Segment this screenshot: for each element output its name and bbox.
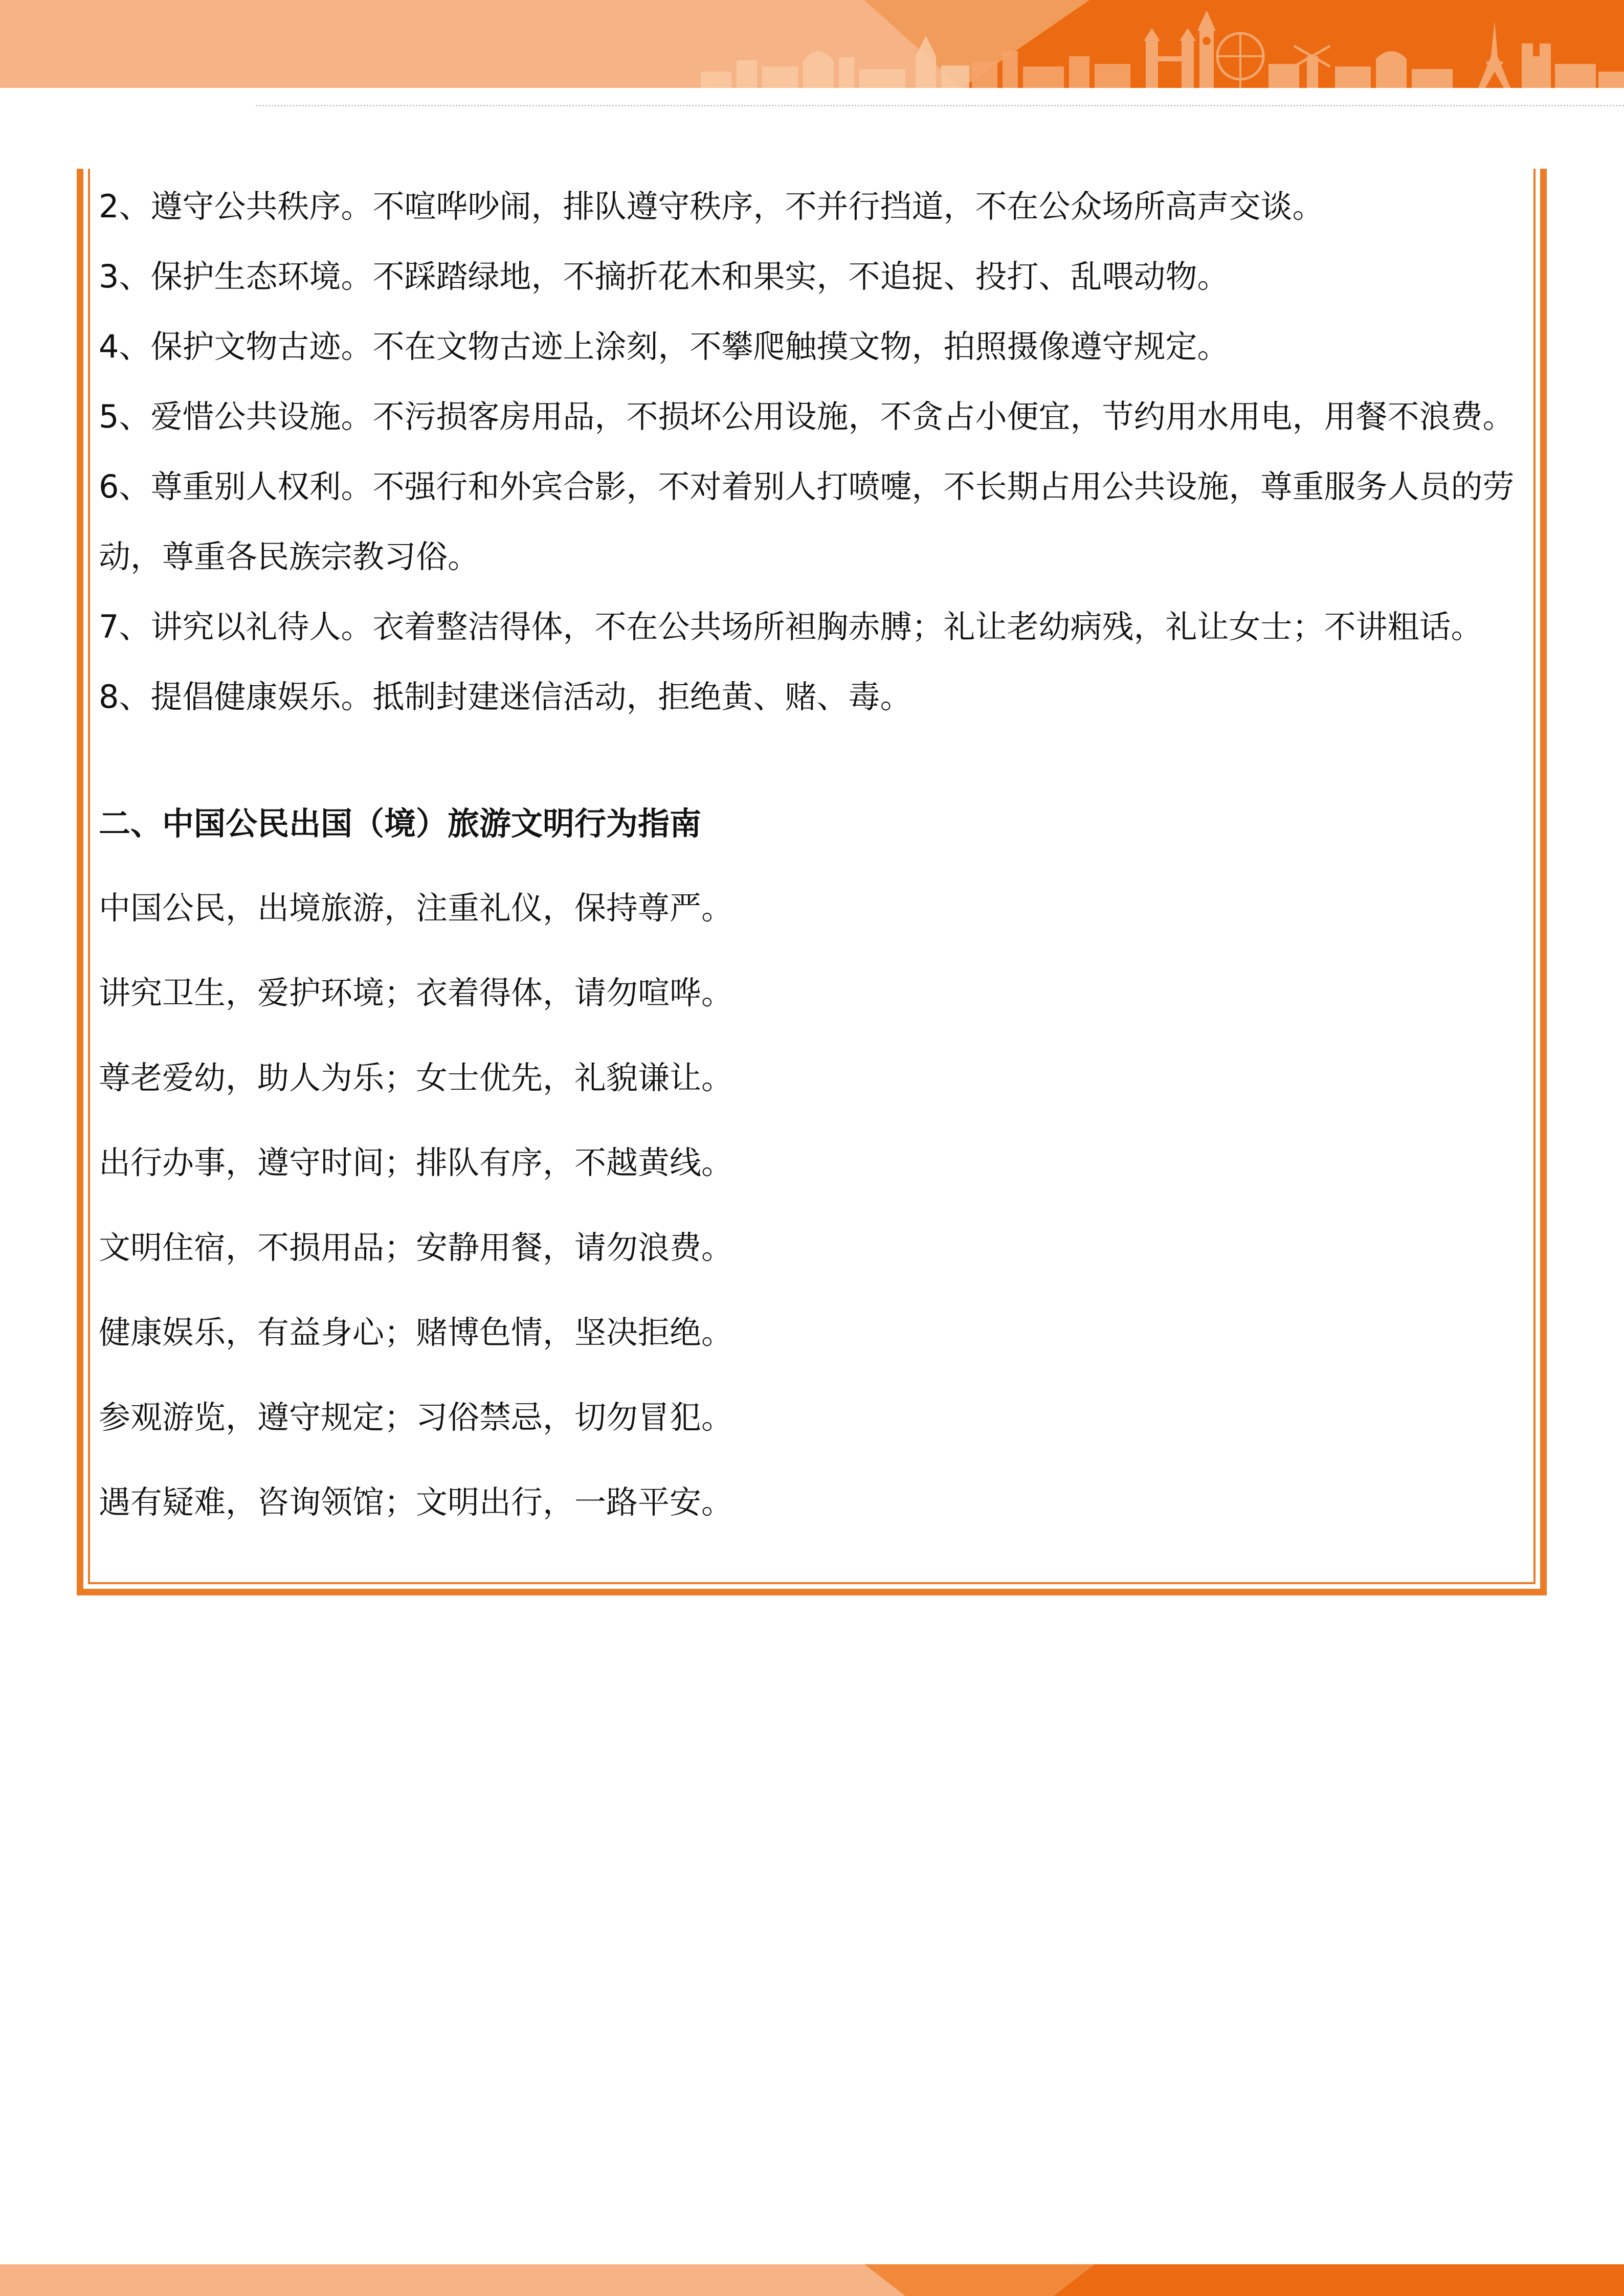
rule-item: 4、保护文物古迹。不在文物古迹上涂刻，不攀爬触摸文物，拍照摄像遵守规定。 bbox=[99, 328, 1229, 365]
frame-border-left-outer bbox=[77, 169, 83, 1595]
frame-border-left-inner bbox=[88, 169, 90, 1584]
guide-line: 讲究卫生，爱护环境；衣着得体，请勿喧哗。 bbox=[99, 974, 733, 1011]
section-heading: 二、中国公民出国（境）旅游文明行为指南 bbox=[99, 805, 702, 842]
rule-item: 8、提倡健康娱乐。抵制封建迷信活动，拒绝黄、赌、毒。 bbox=[99, 678, 912, 715]
frame-border-bottom-inner bbox=[88, 1582, 1536, 1584]
frame-border-right-inner bbox=[1533, 169, 1536, 1584]
city-skyline-icon bbox=[701, 36, 969, 88]
frame-border-right-outer bbox=[1540, 169, 1547, 1595]
guide-line: 尊老爱幼，助人为乐；女士优先，礼貌谦让。 bbox=[99, 1059, 733, 1096]
frame-border-bottom-outer bbox=[77, 1589, 1547, 1595]
rule-item: 6、尊重别人权利。不强行和外宾合影，不对着别人打喷嚏，不长期占用公共设施，尊重服务人员的劳动，尊重各民族宗教习俗。 bbox=[99, 468, 1515, 575]
guide-line: 文明住宿，不损用品；安静用餐，请勿浪费。 bbox=[99, 1229, 733, 1266]
header-divider bbox=[256, 105, 1624, 106]
rule-item: 5、爱惜公共设施。不污损客房用品，不损坏公用设施，不贪占小便宜，节约用水用电，用餐不浪费。 bbox=[99, 398, 1515, 435]
header-decoration bbox=[0, 0, 1624, 88]
page-footer-band bbox=[0, 2264, 1624, 2296]
page-header-band bbox=[0, 0, 1624, 88]
rule-item: 2、遵守公共秩序。不喧哗吵闹，排队遵守秩序，不并行挡道，不在公众场所高声交谈。 bbox=[99, 188, 1324, 225]
document-body bbox=[99, 171, 1531, 1545]
rule-item: 7、讲究以礼待人。衣着整洁得体，不在公共场所袒胸赤膊；礼让老幼病残，礼让女士；不讲粗话。 bbox=[99, 608, 1483, 645]
guide-list bbox=[99, 866, 1531, 1545]
guide-line: 出行办事，遵守时间；排队有序，不越黄线。 bbox=[99, 1144, 733, 1181]
rules-list bbox=[99, 171, 1531, 732]
guide-line: 参观游览，遵守规定；习俗禁忌，切勿冒犯。 bbox=[99, 1399, 733, 1436]
guide-line: 健康娱乐，有益身心；赌博色情，坚决拒绝。 bbox=[99, 1314, 733, 1351]
rule-item: 3、保护生态环境。不踩踏绿地，不摘折花木和果实，不追捉、投打、乱喂动物。 bbox=[99, 258, 1229, 295]
footer-decoration bbox=[0, 2264, 1624, 2296]
section-spacer bbox=[99, 732, 1531, 798]
guide-line: 中国公民，出境旅游，注重礼仪，保持尊严。 bbox=[99, 889, 733, 927]
guide-line: 遇有疑难，咨询领馆；文明出行，一路平安。 bbox=[99, 1483, 733, 1521]
